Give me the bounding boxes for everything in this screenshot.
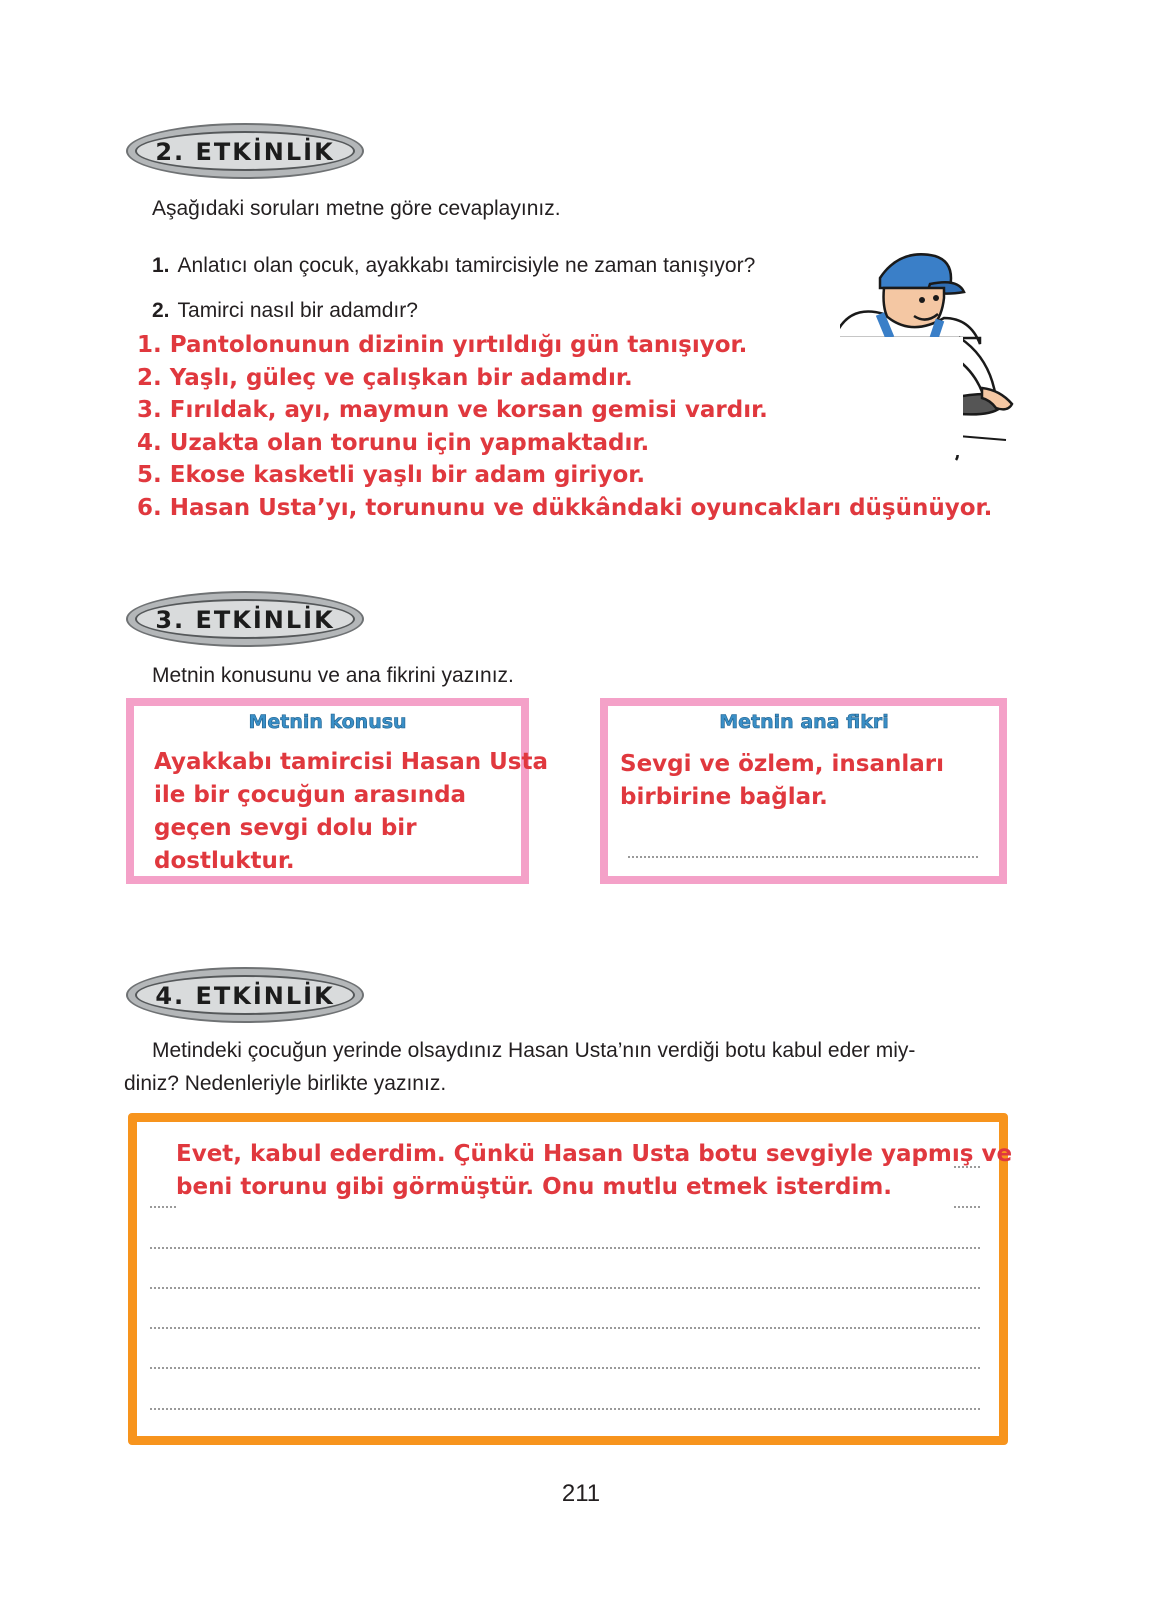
illustration-mask <box>833 337 963 455</box>
section-2-instruction: Aşağıdaki soruları metne göre cevaplayınız. <box>152 197 561 220</box>
section-2-badge-label: 2. ETKİNLİK <box>155 138 335 166</box>
topic-line-4: dostluktur. <box>154 848 295 874</box>
answer-line-3: 3. Fırıldak, ayı, maymun ve korsan gemisi vardır. <box>137 397 768 423</box>
topic-line-3: geçen sevgi dolu bir <box>154 815 417 841</box>
write-line-6 <box>150 1367 980 1369</box>
write-line-1-end <box>954 1166 980 1168</box>
answer-line-4: 4. Uzakta olan torunu için yapmaktadır. <box>137 430 650 456</box>
main-idea-line-2: birbirine bağlar. <box>620 784 828 810</box>
section-4-instruction-line-1: Metindeki çocuğun yerinde olsaydınız Hasan Usta’nın verdiği botu kabul eder miy- <box>152 1039 916 1062</box>
write-line-5 <box>150 1327 980 1329</box>
question-1-number: 1. <box>152 254 170 277</box>
section-4-instruction-line-2: diniz? Nedenleriyle birlikte yazınız. <box>124 1072 447 1095</box>
answer-line-2: 2. Yaşlı, güleç ve çalışkan bir adamdır. <box>137 365 633 391</box>
section-2-badge <box>126 123 364 179</box>
section-3-instruction: Metnin konusunu ve ana fikrini yazınız. <box>152 664 514 687</box>
main-idea-line-1: Sevgi ve özlem, insanları <box>620 751 944 777</box>
topic-box-title: Metnin konusu <box>248 711 407 733</box>
topic-answer <box>154 746 548 878</box>
answer-line-6: 6. Hasan Usta’yı, torununu ve dükkândaki oyuncakları düşünüyor. <box>137 495 993 521</box>
write-line-4 <box>150 1287 980 1289</box>
page-number: 211 <box>561 1480 601 1507</box>
question-2-text: Tamirci nasıl bir adamdır? <box>177 299 418 322</box>
main-idea-answer <box>620 748 944 814</box>
answer-line-5: 5. Ekose kasketli yaşlı bir adam giriyor. <box>137 462 646 488</box>
section-4-answer-line-1: Evet, kabul ederdim. Çünkü Hasan Usta botu sevgiyle yapmış ve <box>176 1141 1013 1167</box>
section-3-badge-label: 3. ETKİNLİK <box>155 606 335 634</box>
write-line-2-start <box>150 1206 176 1208</box>
question-1-text: Anlatıcı olan çocuk, ayakkabı tamircisiyle ne zaman tanışıyor? <box>177 254 756 277</box>
section-3-badge <box>126 591 364 647</box>
write-line-2-end <box>954 1206 980 1208</box>
answer-line-1: 1. Pantolonunun dizinin yırtıldığı gün tanışıyor. <box>137 332 748 358</box>
question-1 <box>152 254 755 278</box>
main-idea-write-line <box>628 856 978 858</box>
question-2 <box>152 299 418 323</box>
topic-line-2: ile bir çocuğun arasında <box>154 782 467 808</box>
section-4-badge-label: 4. ETKİNLİK <box>155 982 335 1010</box>
question-2-number: 2. <box>152 299 170 322</box>
topic-line-1: Ayakkabı tamircisi Hasan Usta <box>154 749 549 775</box>
write-line-7 <box>150 1408 980 1410</box>
section-4-badge <box>126 967 364 1023</box>
section-4-answer-line-2: beni torunu gibi görmüştür. Onu mutlu etmek isterdim. <box>176 1174 893 1200</box>
main-idea-box-title: Metnin ana fikri <box>719 711 889 733</box>
write-line-3 <box>150 1247 980 1249</box>
